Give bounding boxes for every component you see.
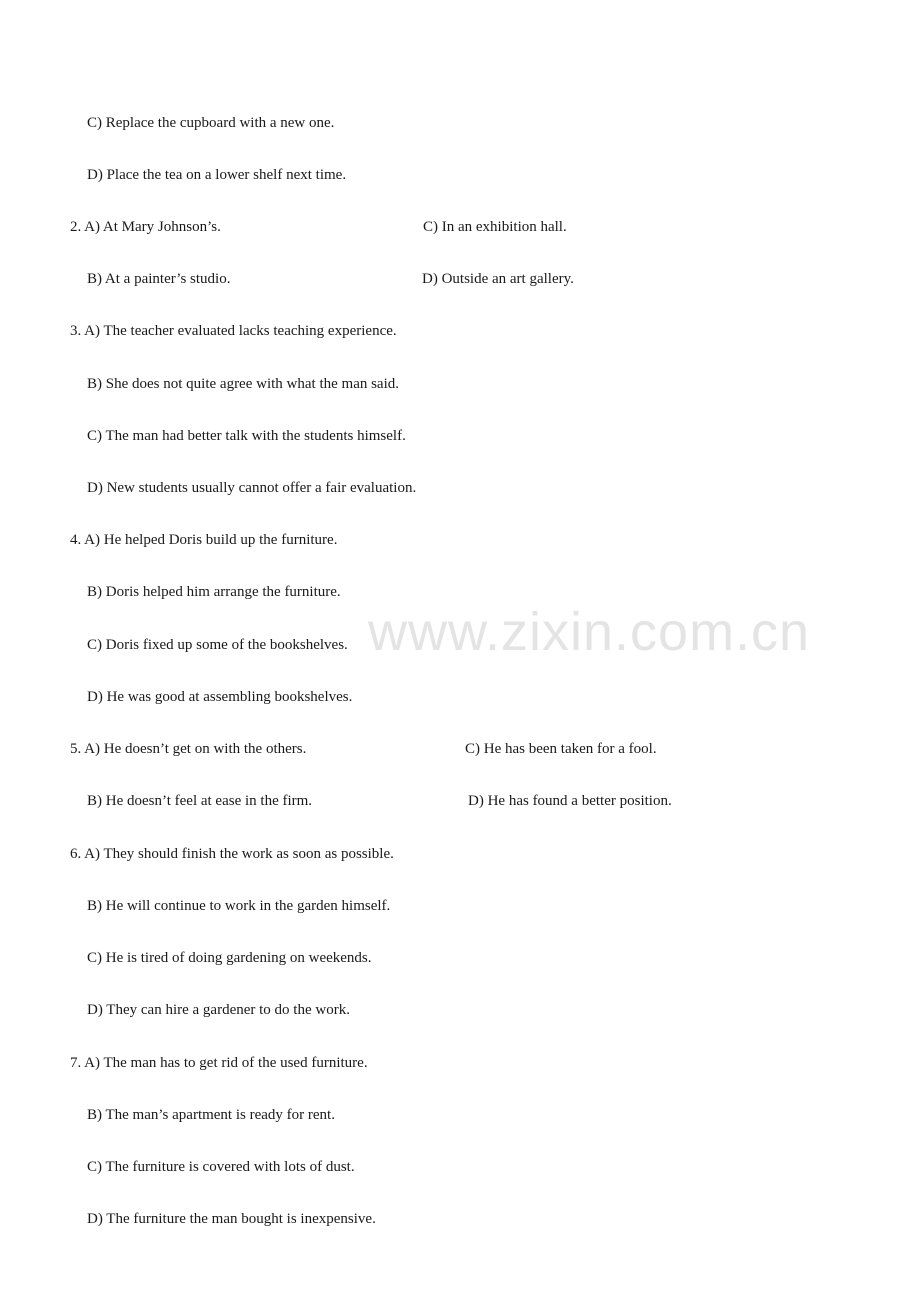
q7-option-c: C) The furniture is covered with lots of dust. — [87, 1159, 355, 1175]
q3-option-c: C) The man had better talk with the students himself. — [87, 428, 406, 444]
q3-option-b: B) She does not quite agree with what the man said. — [87, 376, 400, 392]
q2-option-c: C) In an exhibition hall. — [423, 219, 567, 235]
q7-option-d: D) The furniture the man bought is inexpensive. — [87, 1211, 376, 1227]
q3-option-a: 3. A) The teacher evaluated lacks teaching experience. — [70, 323, 397, 339]
q7-option-a: 7. A) The man has to get rid of the used furniture. — [70, 1055, 368, 1071]
q4-option-b: B) Doris helped him arrange the furniture. — [87, 584, 341, 600]
watermark: www.zixin.com.cn — [368, 602, 811, 662]
q6-option-d: D) They can hire a gardener to do the work. — [87, 1002, 350, 1018]
q2-option-d: D) Outside an art gallery. — [422, 271, 574, 287]
q2-option-b: B) At a painter’s studio. — [87, 271, 231, 287]
q7-option-b: B) The man’s apartment is ready for rent. — [87, 1107, 335, 1123]
q1-option-d: D) Place the tea on a lower shelf next time. — [87, 167, 347, 183]
q4-option-c: C) Doris fixed up some of the bookshelves. — [87, 637, 348, 653]
q3-option-d: D) New students usually cannot offer a fair evaluation. — [87, 480, 417, 496]
q4-option-a: 4. A) He helped Doris build up the furniture. — [70, 532, 338, 548]
q5-option-b: B) He doesn’t feel at ease in the firm. — [87, 793, 313, 809]
q6-option-c: C) He is tired of doing gardening on weekends. — [87, 950, 372, 966]
q5-option-d: D) He has found a better position. — [468, 793, 672, 809]
q5-option-a: 5. A) He doesn’t get on with the others. — [70, 741, 307, 757]
q1-option-c: C) Replace the cupboard with a new one. — [87, 115, 335, 131]
q6-option-b: B) He will continue to work in the garden himself. — [87, 898, 391, 914]
q4-option-d: D) He was good at assembling bookshelves. — [87, 689, 353, 705]
q6-option-a: 6. A) They should finish the work as soon as possible. — [70, 846, 394, 862]
q2-option-a: 2. A) At Mary Johnson’s. — [70, 219, 221, 235]
q5-option-c: C) He has been taken for a fool. — [465, 741, 657, 757]
